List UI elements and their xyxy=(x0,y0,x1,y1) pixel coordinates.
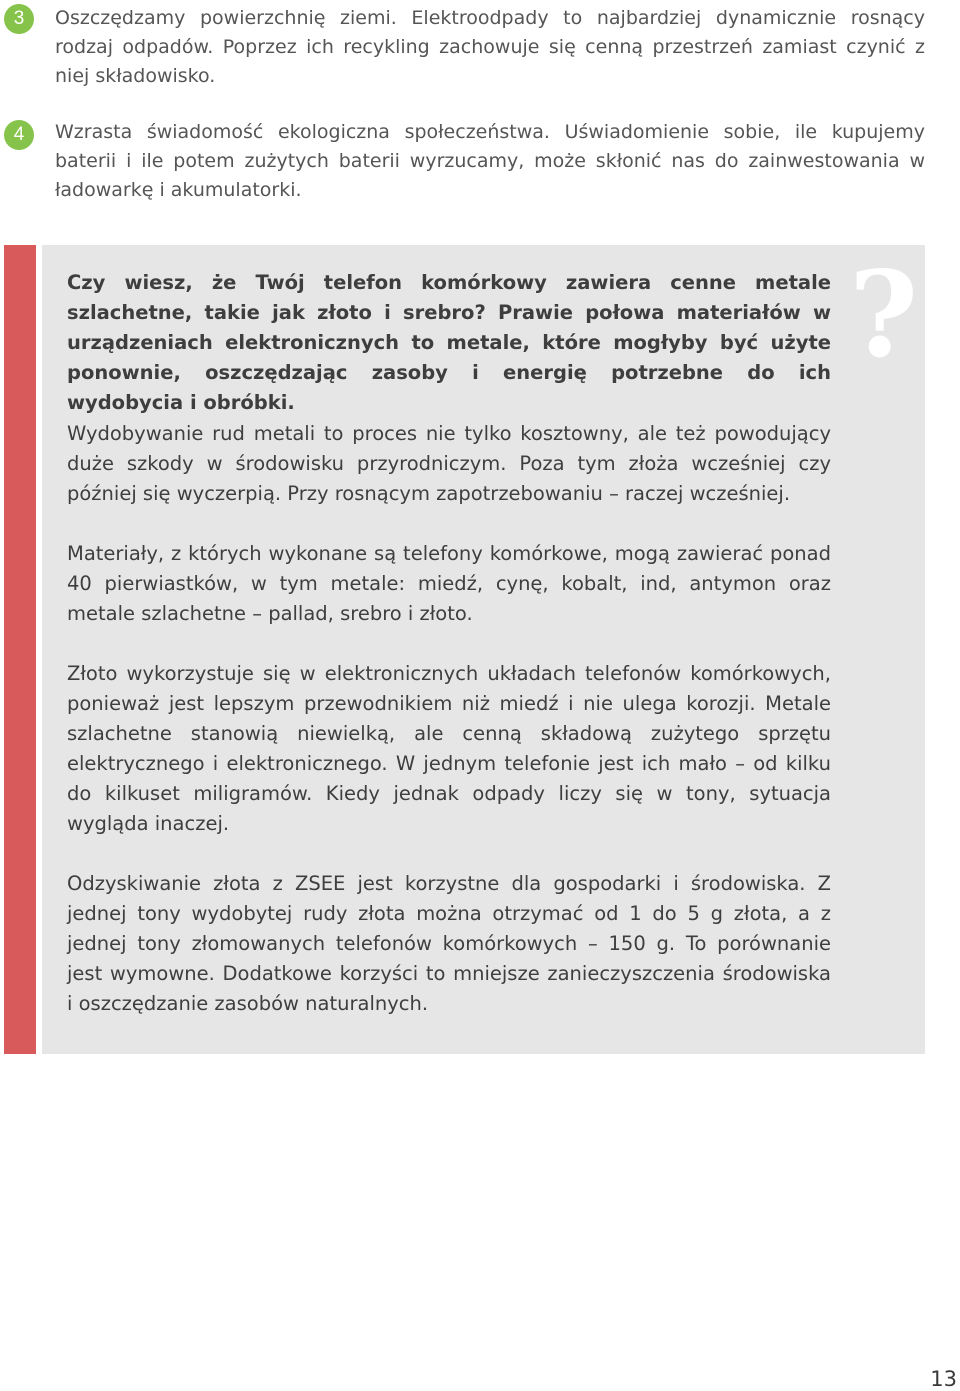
list-item-4-text: Wzrasta świadomość ekologiczna społeczeństwa. Uświadomienie sobie, ile kupujemy baterii i ile potem zużytych baterii wyrzucamy, może skłonić nas do zainwestowania w ładowarkę i akumulatorki. xyxy=(55,121,925,201)
divider xyxy=(36,245,42,1054)
list-number-badge-4: 4 xyxy=(4,120,34,150)
page-number: 13 xyxy=(930,1367,957,1391)
box-paragraph: Wydobywanie rud metali to proces nie tylko kosztowny, ale też powodujący duże szkody w środowisku przyrodniczym. Poza tym złoża wcześniej czy później się wyczerpią. Przy rosnącym zapotrzebowaniu – raczej wcześniej. xyxy=(67,422,831,505)
question-mark-icon: ? xyxy=(849,245,919,384)
list-item-3-text: Oszczędzamy powierzchnię ziemi. Elektroodpady to najbardziej dynamicznie rosnący rodzaj odpadów. Poprzez ich recykling zachowuje się cenną przestrzeń zamiast czynić z niej składowisko. xyxy=(55,7,925,87)
box-paragraph: Materiały, z których wykonane są telefony komórkowe, mogą zawierać ponad 40 pierwiastków, w tym metale: miedź, cynę, kobalt, ind, antymon oraz metale szlachetne – pallad, srebro i złoto. xyxy=(67,542,831,625)
box-lead-paragraph: Czy wiesz, że Twój telefon komórkowy zawiera cenne metale szlachetne, takie jak złoto i srebro? Prawie połowa materiałów w urządzeniach elektronicznych to metale, które mogłyby być użyte ponownie, oszczędzając zasoby i energię potrzebne do ich wydobycia i obróbki. xyxy=(67,271,831,414)
box-paragraph: Złoto wykorzystuje się w elektronicznych układach telefonów komórkowych, ponieważ jest lepszym przewodnikiem niż miedź i nie ulega korozji. Metale szlachetne stanowią niewielką, ale cenną składową zużytego sprzętu elektrycznego i elektronicznego. W jednym telefonie jest ich mało – od kilku do kilkuset miligramów. Kiedy jednak odpady liczy się w tony, sytuacja wygląda inaczej. xyxy=(67,662,831,835)
did-you-know-box xyxy=(4,245,925,1054)
box-paragraph: Odzyskiwanie złota z ZSEE jest korzystne dla gospodarki i środowiska. Z jednej tony wydobytej rudy złota można otrzymać od 1 do 5 g złota, a z jednej tony złomowanych telefonów komórkowych – 150 g. To porównanie jest wymowne. Dodatkowe korzyści to mniejsze zanieczyszczenia środowiska i oszczędzanie zasobów naturalnych. xyxy=(67,872,831,1015)
list-number-badge-3: 3 xyxy=(4,4,34,34)
accent-bar xyxy=(4,245,36,1054)
